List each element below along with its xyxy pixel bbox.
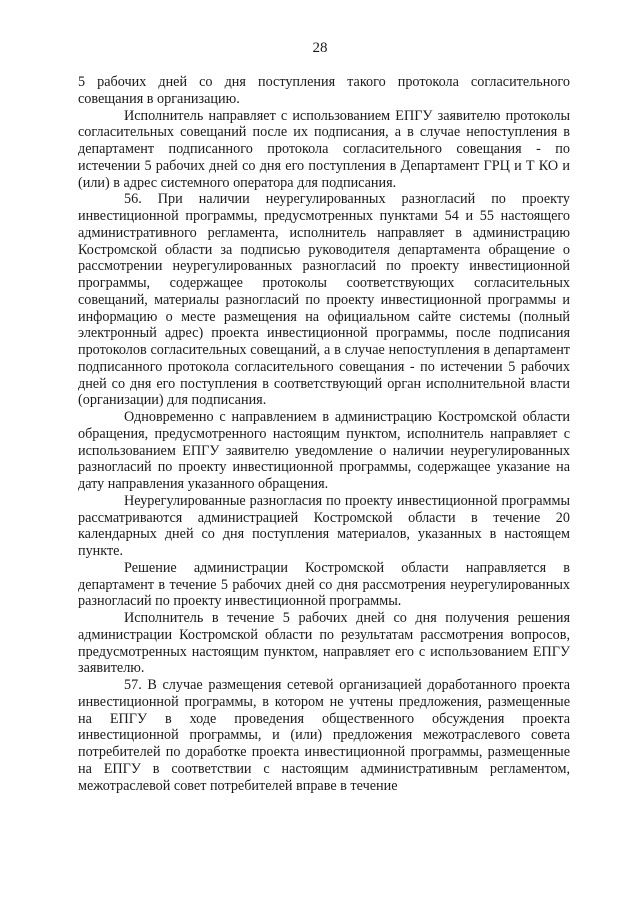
paragraph-item-57: 57. В случае размещения сетевой организацией доработанного проекта инвестиционной программы, в котором не учтены предложения, размещенные на ЕПГУ в ходе проведения общественного обсуждения проекта инвестиционной программы, и (или) предложения межотраслевого совета потребителей по доработке проекта инвестиционной программы, размещенные на ЕПГУ в соответствии с настоящим административным регламентом, межотраслевой совет потребителей вправе в течение xyxy=(78,677,570,794)
page-number: 28 xyxy=(312,40,328,56)
paragraph: Неурегулированные разногласия по проекту инвестиционной программы рассматриваются администрацией Костромской области в течение 20 календарных дней со дня поступления материалов, указанных в настоящем пункте. xyxy=(78,492,570,559)
paragraph: 5 рабочих дней со дня поступления такого протокола согласительного совещания в организацию. xyxy=(78,74,570,107)
paragraph: Одновременно с направлением в администрацию Костромской области обращения, предусмотренного настоящим пунктом, исполнитель направляет с использованием ЕПГУ заявителю уведомление о наличии неурегулированных разногласий по проекту инвестиционной программы, содержащее указание на дату направления указанного обращения. xyxy=(78,409,570,492)
paragraph: Исполнитель в течение 5 рабочих дней со дня получения решения администрации Костромской области по результатам рассмотрения вопросов, предусмотренных настоящим пунктом, направляет его с использованием ЕПГУ заявителю. xyxy=(78,610,570,677)
paragraph: Решение администрации Костромской области направляется в департамент в течение 5 рабочих дней со дня рассмотрения неурегулированных разногласий по проекту инвестиционной программы. xyxy=(78,559,570,610)
paragraph-item-56: 56. При наличии неурегулированных разногласий по проекту инвестиционной программы, предусмотренных пунктами 54 и 55 настоящего административного регламента, исполнитель направляет в администрацию Костромской области за подписью руководителя департамента обращение о рассмотрении неурегулированных разногласий по проекту инвестиционной программы, содержащее протоколы соответствующих согласительных совещаний, материалы разногласий по проекту инвестиционной программы и информацию о месте размещения на официальном сайте системы (полный электронный адрес) проекта инвестиционной программы, после подписания протоколов согласительных совещаний, а в случае непоступления в департамент подписанного протокола согласительного совещания - по истечении 5 рабочих дней со дня его поступления в соответствующий орган исполнительной власти (организации) для подписания. xyxy=(78,191,570,409)
paragraph: Исполнитель направляет с использованием ЕПГУ заявителю протоколы согласительных совещаний после их подписания, а в случае непоступления в департамент подписанного протокола согласительного совещания - по истечении 5 рабочих дней со дня его поступления в Департамент ГРЦ и Т КО и (или) в адрес системного оператора для подписания. xyxy=(78,107,570,191)
document-body xyxy=(78,74,570,794)
